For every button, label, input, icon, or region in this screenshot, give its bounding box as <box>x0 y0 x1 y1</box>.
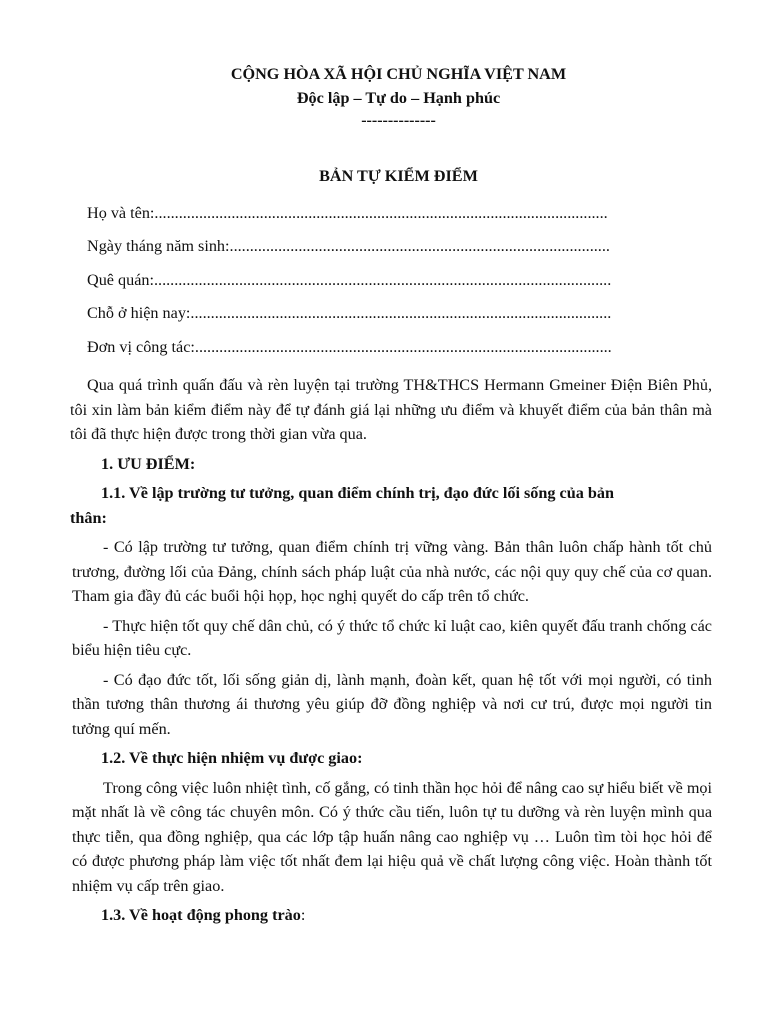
section-1-2-paragraph: Trong công việc luôn nhiệt tình, cố gắng, có tinh thần học hỏi để nâng cao sự hiểu biết về mọi mặt nhất là về công tác chuyên môn. Có ý thức cầu tiến, luôn tự tu dưỡng và rèn luyện mình qua thực tiễn, qua đồng nghiệp, qua các lớp tập huấn nâng cao nghiệp vụ … Luôn tìm tòi học hỏi để có được phương pháp làm việc tốt nhất đem lại hiệu quả về chất lượng công việc. Hoàn thành tốt nhiệm vụ cấp trên giao. <box>72 778 712 895</box>
national-motto: Độc lập – Tự do – Hạnh phúc <box>296 89 501 107</box>
section-1-1-heading-line1: 1.1. Về lập trường tư tưởng, quan điểm chính trị, đạo đức lối sống của bản <box>101 484 614 502</box>
section-1-1-paragraph: - Có đạo đức tốt, lối sống giản dị, lành mạnh, đoàn kết, quan hệ tốt với mọi người, có tinh thần tương thân thương ái thương yêu giúp đỡ đồng nghiệp và nơi cư trú, được mọi người tin tưởng quí mến. <box>72 670 712 738</box>
personal-info-fields <box>87 201 710 360</box>
field-hometown: Quê quán:................................................................................................................. <box>87 270 612 289</box>
section-1-1-heading-line2: thân: <box>70 508 107 527</box>
section-1-3-heading <box>70 903 727 928</box>
section-1-1-heading <box>70 481 712 530</box>
field-current-address: Chỗ ở hiện nay:........................................................................................................ <box>87 304 612 322</box>
field-date-of-birth: Ngày tháng năm sinh:.............................................................................................. <box>87 237 610 255</box>
section-1-2-heading: 1.2. Về thực hiện nhiệm vụ được giao: <box>101 749 363 767</box>
header-divider: -------------- <box>361 112 436 129</box>
section-1-heading: 1. ƯU ĐIỂM: <box>101 454 196 473</box>
intro-paragraph: Qua quá trình quấn đấu và rèn luyện tại trường TH&THCS Hermann Gmeiner Điện Biên Phủ, tôi xin làm bản kiểm điểm này để tự đánh giá lại những ưu điểm và khuyết điểm của bản thân mà tôi đã thực hiện được trong thời gian vừa qua. <box>70 376 712 443</box>
field-full-name: Họ và tên:................................................................................................................ <box>87 203 608 222</box>
document-header <box>87 62 710 132</box>
section-1-3-heading-text: 1.3. Về hoạt động phong trào <box>101 906 301 924</box>
section-1-3-heading-colon: : <box>300 906 306 924</box>
section-1-1-paragraph: - Thực hiện tốt quy chế dân chủ, có ý thức tổ chức kỉ luật cao, kiên quyết đấu tranh chống các biểu hiện tiêu cực. <box>72 616 712 659</box>
section-1-1-paragraph: - Có lập trường tư tưởng, quan điểm chính trị vững vàng. Bản thân luôn chấp hành tốt chủ trương, đường lối của Đảng, chính sách pháp luật của nhà nước, các nội quy quy chế của cơ quan. Tham gia đầy đủ các buổi hội họp, học nghị quyết do cấp trên tổ chức. <box>72 538 712 605</box>
field-workplace: Đơn vị công tác:....................................................................................................... <box>87 337 612 356</box>
national-title: CỘNG HÒA XÃ HỘI CHỦ NGHĨA VIỆT NAM <box>230 65 567 83</box>
document-title: BẢN TỰ KIỂM ĐIỂM <box>319 167 478 185</box>
